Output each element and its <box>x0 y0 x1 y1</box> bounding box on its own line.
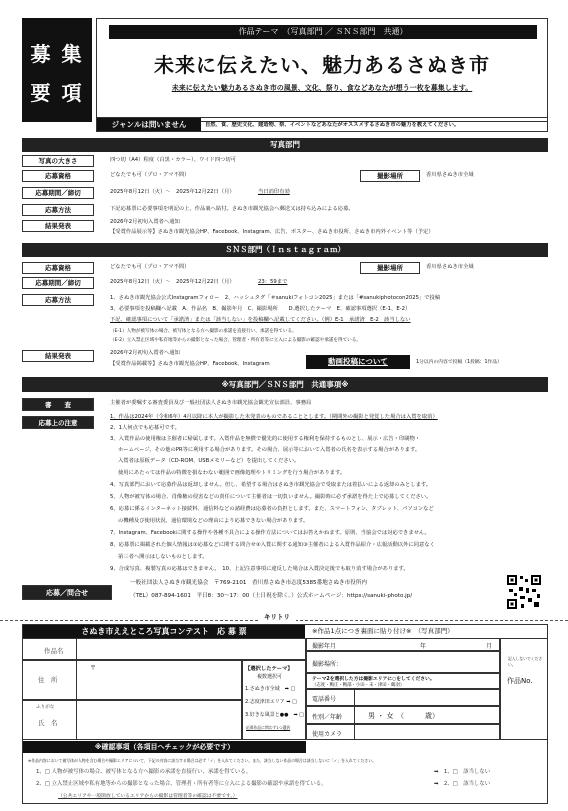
theme-head: 【選択したテーマ】 <box>245 666 293 672</box>
photo-method-value: 下記応募票に必要事項を明記の上、作品裏へ貼付。さぬき市観光協会へ郵送又は持ち込みによる応募。 <box>110 206 354 212</box>
check-head: ※作品内容において被写体が人物を含む場合や撮影エリアについて、下記の内容に該当する場合は必ず「✓」を入れてください。また、該当しない作品の場合は該当しないに「✓」を入れてください。 <box>28 758 377 763</box>
note-2: 2、1人何点でも応募可です。 <box>110 425 180 431</box>
note-6b: の機種及び使用状況、通信環境などの理由により応募できない場合があります。 <box>118 518 309 524</box>
sns-result-label: 結果発表 <box>22 350 94 362</box>
theme-option-3[interactable]: 3.好きな風景と●● ➡ □ <box>245 712 304 718</box>
photo-result-line2: 【受賞作品展示等】さぬき市観光協会HP、Facebook、Instagram、広告、ポスター、さぬき市役所、さぬき市内外イベント等（予定） <box>110 229 434 235</box>
side-title-block <box>22 18 92 122</box>
sns-method-2: 3、必要事項を投稿欄へ記載 A、作品名 B、撮影年月 C、撮影場所 D.選択したテーマ E、確認事項選択（E-1、E-2） <box>110 306 411 312</box>
notes-label: 応募上の注意 <box>22 416 94 429</box>
note-1: 1、作品は2024年（令和6年）4月以降に本人が撮影した未発表のものであることとします。（期間外の撮影と発覚した場合は入賞を取消） <box>110 414 438 420</box>
check-item-2-right[interactable]: ➡ 2、□ 該当しない <box>434 781 491 787</box>
note-9: 9、合成写真、複製写真の応募はできません。 10、上記注意事項に違反した場合は入賞決定後でも取り消す場合があります。 <box>110 566 409 572</box>
form-title-note: ※作品1点につき裏面に貼り付け※ （写真部門） <box>312 627 454 635</box>
photo-section-bar: 写真部門 <box>22 138 548 152</box>
photo-result-line1: 2026年2月初旬入賞者へ通知 <box>110 219 180 225</box>
work-name-field[interactable] <box>76 638 306 660</box>
office-note: 記入しないでください。 <box>508 656 543 667</box>
photo-result-label: 結果発表 <box>22 220 94 232</box>
camera-label: 使用カメラ <box>312 731 343 738</box>
genre-text: 自然、食、歴史文化、建造物、祭、イベントなどあなたがオススメするさぬき市の魅力を教えてください。 <box>205 122 460 128</box>
theme-tag: 作品テーマ （写真部門 ／ ＳＮＳ部門 共通） <box>109 25 537 39</box>
sns-method-4: （E-1）人物が被写体の場合、被写体となる方へ撮影の承諾を直接行い、承諾を得ている。 <box>110 329 297 334</box>
contact-line1: 一般社団法人さぬき市観光協会 〒769-2101 香川県さぬき市志度5385番地さぬき市役所内 <box>130 580 367 586</box>
label-column-divider <box>354 689 355 740</box>
theme-option-2[interactable]: 2.志度津田エリア ➡ □ <box>245 699 297 705</box>
qr-code-icon <box>506 574 542 610</box>
phone-label: 電話番号 <box>312 696 337 703</box>
work-name-label: 作品名 <box>44 647 64 655</box>
sns-result-line2: 【受賞作品掲載等】さぬき市観光協会HP、Facebook、Instagram <box>110 361 270 367</box>
photo-period-label: 応募期間／締切 <box>22 187 94 199</box>
photo-place-value: 香川県さぬき市全域 <box>426 172 474 178</box>
check-note: （公共エリアや一般開放しているエリアからの撮影は管理者等の確認は不要です。） <box>58 794 238 799</box>
age-label: 性別／年齢 <box>312 714 343 721</box>
address-field[interactable] <box>76 660 242 700</box>
photo-size-value: 四つ切（A4）程度（白黒・カラー）、ワイド四つ切可 <box>110 157 237 163</box>
note-8b: 第三者へ開示はしないものとします。 <box>118 554 208 560</box>
note-3a: 3、入賞作品の使用権は主催者に帰属します。入賞作品を無償で優先的に使用する権利を保持するものとし、展示・広告・印刷物・ <box>110 436 421 442</box>
note-7: 7、Instagram、Facebookに関する操作や各種不具合による操作方法についてはお答えかねます。原則、当協会では対応できません。 <box>110 530 430 536</box>
photo-size-label: 写真の大きさ <box>22 155 94 167</box>
contact-label: 応募／問合せ <box>22 585 112 600</box>
sns-elig-value: どなたでも可（プロ・アマ不問） <box>110 264 190 270</box>
theme-option-1[interactable]: 1.さぬき市全域 ➡ □ <box>245 686 296 692</box>
contact-line2: （TEL）087-894-1601 平日8：30〜17：00（土日祝を除く。）公式ホームページ：https://sanuki-photo.jp/ <box>130 593 413 599</box>
sns-section-bar: ＳＮＳ部門（Ｉｎｓｔａｇｒａｍ） <box>22 243 548 257</box>
area-list: （志度・鴨庄・鴨部・小田・末・津田・鶴羽） <box>312 683 405 688</box>
video-post-button[interactable] <box>306 355 410 369</box>
judge-label: 審 査 <box>22 398 94 411</box>
sns-method-5: （E-2）立入禁止区域や私有地等からの撮影となった場合、管理者・所有者等に立入による撮影の確認や承諾を得ている。 <box>110 338 361 343</box>
theme-sub: 複数選択可 <box>257 674 283 680</box>
sns-period-note: 23：59まで <box>258 279 288 285</box>
area-note: テーマ2を選択した方は撮影エリアに○をしてください。 <box>312 677 435 682</box>
name-label: 氏 名 <box>38 719 58 727</box>
photo-period-value: 2025年8月12日（火）〜 2025年12月22日（月） <box>110 189 235 195</box>
common-section-bar: ※写真部門／ＳＮＳ部門 共通事項※ <box>22 377 548 392</box>
judge-value: 主催者が委嘱する審査委員及び一般社団法人さぬき市観光協会観光宣伝部員、事務局 <box>110 400 312 406</box>
sns-place-value: 香川県さぬき市全域 <box>426 264 474 270</box>
check-bar: ※確認事項（各項目へチェックが必要です） <box>23 741 306 753</box>
cut-line-label: キリトリ <box>258 612 296 621</box>
shoot-place-label: 撮影場所： <box>312 661 343 668</box>
note-8a: 8、応募票に掲載された個人情報は①応募などに関する問合せ②入賞に関する通知③主催者による入賞作品紹介・広報活動以外に同意なく <box>110 542 435 548</box>
note-4: 4、写真部門において応募作品は返却しません。但し、希望する場合はさぬき市観光協会で受取または着払いによる返却のみとします。 <box>110 482 432 488</box>
office-box <box>500 638 548 740</box>
photo-period-note: 当日消印有効 <box>258 189 290 195</box>
sns-result-line1: 2026年2月初旬入賞者へ通知 <box>110 350 180 356</box>
video-post-note: 1分以内の内容で投稿（1投稿：1作品） <box>416 360 502 365</box>
theme-note: 応募作品に問わず1つ選択 <box>246 725 291 730</box>
month-label: 月 <box>486 643 493 650</box>
sns-period-value: 2025年8月12日（火）〜 2025年12月22日（月） <box>110 279 235 285</box>
note-5: 5、人物が被写体の場合、肖像権の侵害などの責任について主催者は一切負いません。撮影時に必ず承諾を得た上で応募してください。 <box>110 494 432 500</box>
note-3c: 入賞者は原板データ（CD-ROM、USBメモリーなど）を提出してください。 <box>118 458 300 464</box>
genre-row <box>96 117 548 132</box>
main-title: 未来に伝えたい、魅力あるさぬき市 <box>154 53 490 77</box>
work-number-label: 作品No. <box>507 677 533 685</box>
sns-method-label: 応募方法 <box>22 294 94 306</box>
sns-period-label: 応募期間／締切 <box>22 277 94 289</box>
photo-elig-label: 応募資格 <box>22 170 94 182</box>
side-title-line2: 要 項 <box>30 81 84 105</box>
subtitle: 未来に伝えたい魅力あるさぬき市の風景、文化、祭り、食などあなたが想う一枚を募集します。 <box>171 84 473 92</box>
postal-mark: 〒 <box>90 665 97 672</box>
video-post-label: 動画投稿について <box>328 357 388 366</box>
check-item-1-right[interactable]: ➡ 1、□ 該当しない <box>434 769 491 775</box>
note-3b: ホームページ、その他のPR等に利用する場合があります。その場合、展示等において入賞者の氏名を表示する場合があります。 <box>118 447 421 453</box>
form-title: さぬき市ええところ写真コンテスト 応 募 票 <box>23 625 305 638</box>
side-title-line1: 募 集 <box>30 42 84 66</box>
photo-method-label: 応募方法 <box>22 204 94 216</box>
photo-elig-value: どなたでも可（プロ・アマ不問） <box>110 172 190 178</box>
sns-elig-label: 応募資格 <box>22 262 94 274</box>
sns-method-1: 1、さぬき市観光協会公式Instagramフォロー 2、ハッシュタグ「＃sanukiフォトコン2025」または「#sanukiphotocon2025」で投稿 <box>110 295 441 301</box>
sns-method-3: 下記、確認事項について「承諾済」または「該当しない」を投稿欄へ記載してください。（例）E-1 承諾済 E-2 該当しない <box>110 317 411 323</box>
furigana-label: ふりがな <box>36 705 55 710</box>
shoot-date-label: 撮影年月 <box>312 643 337 650</box>
header-box <box>96 18 548 122</box>
note-3d: 使用にあたっては作品の特徴を損なわない範囲で画像処理やトリミングを行う場合があります。 <box>118 470 346 476</box>
photo-place-label: 撮影場所 <box>360 170 420 182</box>
check-item-2[interactable]: 2、□ 立入禁止区域や私有地等からの撮影となった場合、管理者・所有者等に立入による撮影の確認や承諾を得ている。 <box>36 781 327 787</box>
check-item-1[interactable]: 1、□ 人物が被写体の場合、被写体となる方へ撮影の承諾を直接行い、承諾を得ている。 <box>36 769 252 775</box>
year-label: 年 <box>420 643 427 650</box>
address-label: 住 所 <box>38 676 58 684</box>
note-6a: 6、応募に係るインターネット接続料、通信料などの諸経費は応募者の負担とします。また、スマートフォン、タブレット、パソコンなど <box>110 506 434 512</box>
genre-label: ジャンルは問いません <box>97 118 201 131</box>
name-field[interactable] <box>76 700 242 740</box>
gender-choice[interactable]: 男 ・ 女 （ 歳） <box>368 712 439 720</box>
sns-place-label: 撮影場所 <box>360 262 420 274</box>
